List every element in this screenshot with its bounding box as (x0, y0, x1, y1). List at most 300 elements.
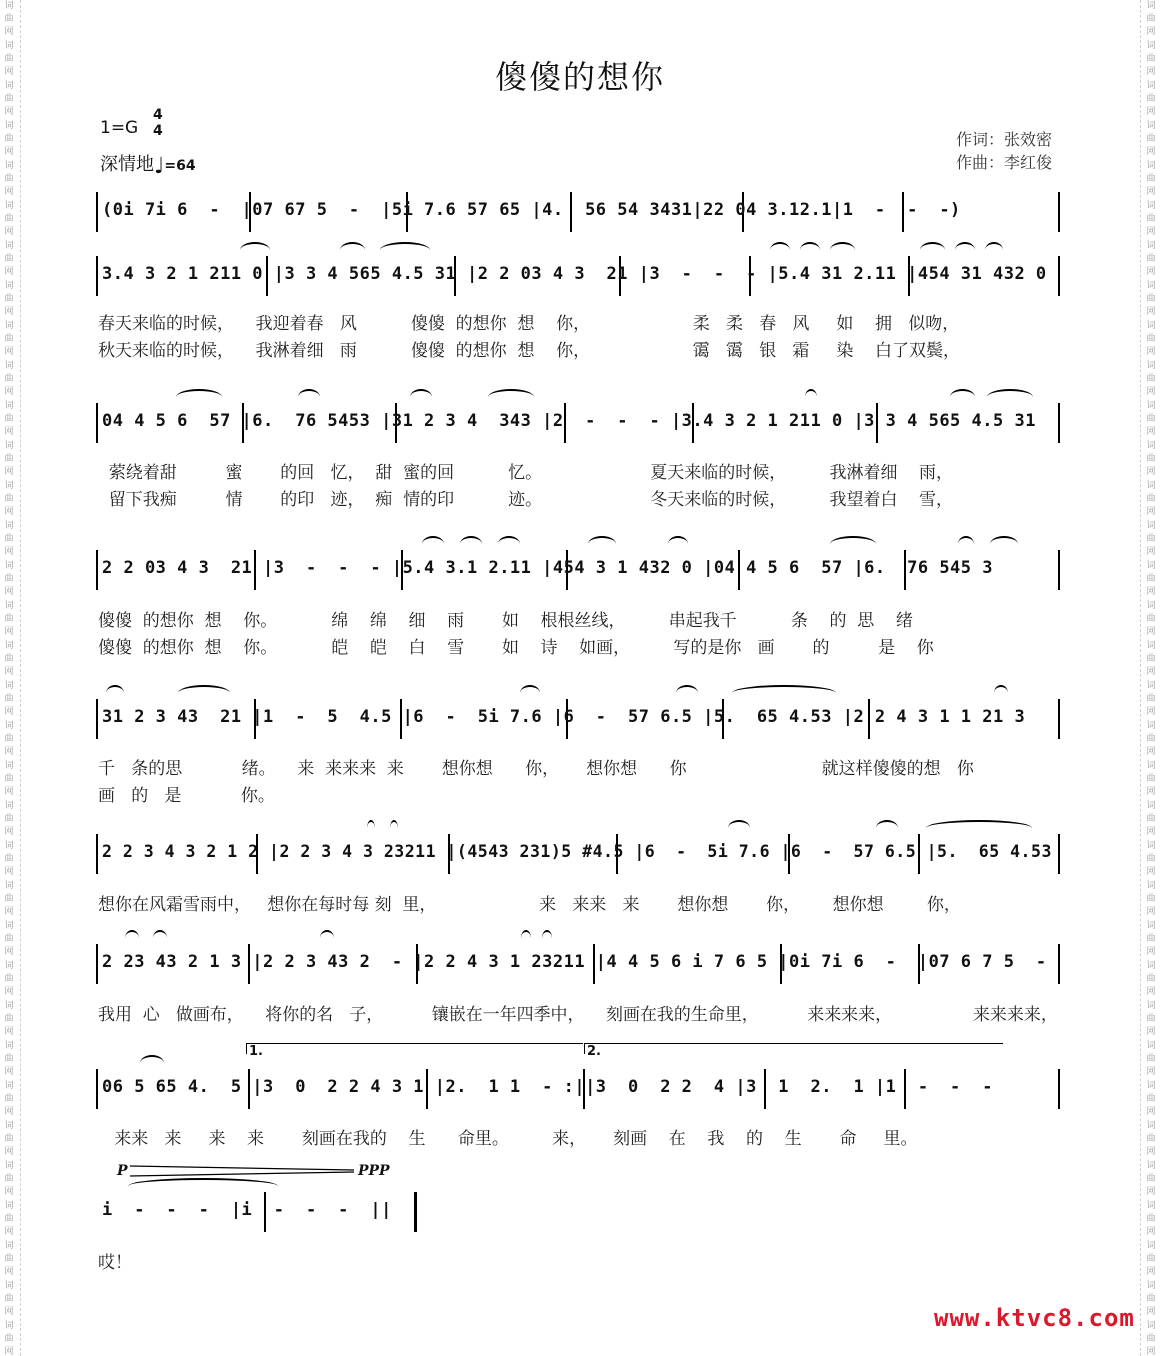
side-watermark-char: 词 (4, 1281, 14, 1291)
side-watermark-char: 网 (1146, 867, 1156, 877)
slur-mark (588, 536, 616, 552)
lyric-line: 傻傻 的想你 想 你。 皑 皑 白 雪 如 诗 如画， 写的是你 画 的 是 你 (98, 638, 934, 658)
side-watermark-char: 网 (4, 1347, 14, 1356)
side-watermark-block (0, 200, 18, 239)
side-watermark-block (1142, 520, 1160, 559)
side-watermark-char: 网 (1146, 1147, 1156, 1157)
dynamic-pianississimo: PPP (358, 1163, 390, 1179)
quarter-note-icon: ♩ (154, 154, 165, 179)
side-watermark-char: 词 (4, 1001, 14, 1011)
side-watermark-block (1142, 1040, 1160, 1079)
side-watermark-block (1142, 440, 1160, 479)
lyric-line: 萦绕着甜 蜜 的回 忆， 甜 蜜的回 忆。 夏天来临的时候， 我淋着细 雨， (98, 463, 954, 483)
side-watermark-char: 曲 (4, 334, 14, 344)
side-watermark-char: 曲 (4, 454, 14, 464)
side-watermark-block (0, 0, 18, 39)
tempo-text: 深情地 (100, 154, 154, 175)
side-watermark-char: 网 (1146, 1107, 1156, 1117)
side-watermark-char: 网 (1146, 1267, 1156, 1277)
side-watermark-char: 词 (1146, 281, 1156, 291)
side-watermark-char: 网 (4, 1107, 14, 1117)
side-watermark-char: 网 (1146, 347, 1156, 357)
side-watermark-char: 曲 (1146, 814, 1156, 824)
side-watermark-char: 曲 (4, 1134, 14, 1144)
side-watermark-char: 曲 (1146, 1134, 1156, 1144)
side-watermark-char: 网 (1146, 427, 1156, 437)
side-watermark-char: 网 (4, 867, 14, 877)
barline (96, 256, 98, 296)
side-watermark-char: 曲 (1146, 1214, 1156, 1224)
side-watermark-char: 曲 (4, 54, 14, 64)
barline (1058, 699, 1060, 739)
side-watermark-char: 网 (4, 347, 14, 357)
volta-1-label: 1. (249, 1044, 263, 1059)
side-watermark-char: 词 (1146, 1081, 1156, 1091)
decrescendo-hairpin (130, 1164, 356, 1178)
barline (96, 403, 98, 443)
side-watermark-char: 曲 (1146, 1094, 1156, 1104)
side-watermark-char: 网 (4, 1187, 14, 1197)
side-watermark-block (0, 480, 18, 519)
barline (414, 1192, 417, 1232)
slur-mark (422, 536, 444, 552)
side-watermark-char: 词 (1146, 201, 1156, 211)
side-watermark-block (0, 1040, 18, 1079)
side-watermark-char: 词 (4, 561, 14, 571)
side-watermark-char: 网 (4, 907, 14, 917)
side-watermark-block (1142, 120, 1160, 159)
side-watermark-char: 词 (1146, 1121, 1156, 1131)
staff-row (96, 192, 1062, 232)
side-watermark-block (0, 640, 18, 679)
side-watermark-block (0, 600, 18, 639)
side-watermark-char: 曲 (4, 1294, 14, 1304)
lyric-line: 画 的 是 你。 (98, 786, 275, 806)
side-watermark-char: 曲 (1146, 694, 1156, 704)
side-watermark-char: 词 (1146, 761, 1156, 771)
side-watermark-char: 曲 (4, 814, 14, 824)
side-watermark-char: 曲 (4, 534, 14, 544)
slur-mark (994, 685, 1008, 701)
lyric-line: 我用 心 做画布， 将你的名 子， 镶嵌在一年四季中， 刻画在我的生命里， 来来来来， 来来来来， (98, 1005, 1058, 1025)
side-watermark-block (0, 840, 18, 879)
side-watermark-char: 词 (4, 881, 14, 891)
slur-mark (800, 242, 820, 258)
side-watermark-char: 词 (1146, 521, 1156, 531)
notation-text: 06 5 65 4. 5 |3 0 2 2 4 3 1 |2. 1 1 - :||3 0 2 2 4 |3 1 2. 1 |1 - - - (102, 1077, 993, 1097)
slur-mark (125, 930, 139, 946)
slur-mark (926, 820, 1032, 836)
side-watermark-block (0, 920, 18, 959)
side-watermark-block (1142, 1120, 1160, 1159)
side-watermark-char: 网 (1146, 747, 1156, 757)
side-watermark-char: 曲 (4, 374, 14, 384)
slur-mark (920, 242, 945, 258)
slur-mark (498, 536, 520, 552)
side-watermark-block (0, 400, 18, 439)
side-rule-left (20, 0, 21, 1356)
volta-2-label: 2. (587, 1044, 601, 1059)
side-watermark-char: 曲 (1146, 374, 1156, 384)
side-watermark-char: 曲 (1146, 774, 1156, 784)
side-watermark-char: 网 (4, 547, 14, 557)
tempo-bpm: =64 (164, 158, 196, 174)
side-watermark-char: 曲 (1146, 214, 1156, 224)
barline (1058, 256, 1060, 296)
side-watermark-char: 词 (4, 41, 14, 51)
side-watermark-char: 词 (1146, 1321, 1156, 1331)
side-watermark-char: 网 (1146, 187, 1156, 197)
slur-mark (521, 930, 531, 946)
side-watermark-char: 词 (1146, 41, 1156, 51)
notation-text: 3.4 3 2 1 211 0 |3 3 4 565 4.5 31 |2 2 03 4 3 21 |3 - - - |5.4 31 2.11 |454 31 432 0 (102, 264, 1047, 284)
key-signature (100, 118, 138, 138)
side-watermark-block (0, 720, 18, 759)
side-watermark-char: 词 (4, 1081, 14, 1091)
side-watermark-char: 网 (4, 827, 14, 837)
lyric-line: 春天来临的时候， 我迎着春 风 傻傻 的想你 想 你， 柔 柔 春 风 如 拥 似吻， (98, 314, 960, 334)
side-watermark-char: 网 (4, 387, 14, 397)
side-watermark-char: 曲 (1146, 414, 1156, 424)
side-watermark-char: 网 (1146, 67, 1156, 77)
side-watermark-char: 曲 (4, 654, 14, 664)
barline (1058, 834, 1060, 874)
side-watermark-block (0, 120, 18, 159)
slur-mark (340, 242, 365, 258)
side-watermark-char: 词 (4, 721, 14, 731)
side-watermark-block (0, 880, 18, 919)
side-watermark-block (1142, 880, 1160, 919)
notation-text: 31 2 3 43 21 |1 - 5 4.5 |6 - 5i 7.6 |6 - 57 6.5 |5. 65 4.53 |2 2 4 3 1 1 21 3 (102, 707, 1026, 727)
side-watermark-char: 词 (1146, 601, 1156, 611)
side-watermark-char: 曲 (4, 734, 14, 744)
side-watermark-char: 网 (1146, 1227, 1156, 1237)
side-watermark-block (1142, 160, 1160, 199)
barline (1058, 1069, 1060, 1109)
side-watermark-block (0, 800, 18, 839)
staff-row (96, 550, 1062, 590)
side-watermark-char: 网 (1146, 387, 1156, 397)
song-title: 傻傻的想你 (494, 58, 665, 96)
side-watermark-char: 网 (1146, 1027, 1156, 1037)
side-watermark-char: 曲 (1146, 1014, 1156, 1024)
tempo-marking (100, 150, 196, 179)
slur-mark (380, 242, 430, 258)
slur-mark (520, 685, 540, 701)
side-watermark-char: 词 (1146, 1281, 1156, 1291)
slur-mark (985, 242, 1003, 258)
side-watermark-block (1142, 480, 1160, 519)
barline (96, 699, 98, 739)
side-watermark-char: 网 (4, 747, 14, 757)
site-watermark: www.ktvc8.com (934, 1304, 1135, 1332)
barline (1058, 403, 1060, 443)
barline (96, 192, 98, 232)
side-watermark-char: 词 (1146, 1241, 1156, 1251)
slur-mark (367, 820, 375, 836)
side-watermark-char: 网 (1146, 1307, 1156, 1317)
side-watermark-char: 网 (4, 467, 14, 477)
side-watermark-block (1142, 200, 1160, 239)
side-watermark-char: 网 (4, 267, 14, 277)
side-watermark-char: 曲 (1146, 894, 1156, 904)
side-watermark-char: 词 (1146, 121, 1156, 131)
side-watermark-block (0, 760, 18, 799)
lyric-line: 来来 来 来 来 刻画在我的 生 命里。 来， 刻画 在 我 的 生 命 里。 (98, 1129, 918, 1149)
slur-mark (830, 536, 876, 552)
side-watermark-block (1142, 320, 1160, 359)
slur-mark (668, 536, 688, 552)
side-watermark-block (1142, 960, 1160, 999)
side-watermark-block (1142, 680, 1160, 719)
side-watermark-char: 网 (4, 1307, 14, 1317)
side-watermark-char: 词 (1146, 841, 1156, 851)
side-watermark-char: 网 (4, 187, 14, 197)
lyric-line: 留下我痴 情 的印 迹， 痴 情的印 迹。 冬天来临的时候， 我望着白 雪， (98, 490, 954, 510)
side-watermark-char: 词 (1146, 961, 1156, 971)
side-watermark-char: 词 (4, 1161, 14, 1171)
side-watermark-char: 曲 (4, 1334, 14, 1344)
composer: 作曲：李红俊 (956, 153, 1053, 172)
side-watermark-char: 曲 (1146, 1054, 1156, 1064)
side-watermark-char: 词 (4, 961, 14, 971)
side-watermark-char: 词 (1146, 801, 1156, 811)
side-watermark-char: 曲 (1146, 494, 1156, 504)
lyric-line: 傻傻 的想你 想 你。 绵 绵 细 雨 如 根根丝线， 串起我千 条 的 思 绪 (98, 611, 913, 631)
side-watermark-char: 曲 (4, 574, 14, 584)
side-watermark-char: 曲 (4, 94, 14, 104)
lyric-line: 千 条的思 绪。 来 来来来 来 想你想 你， 想你想 你 就这样傻傻的想 你 (98, 759, 974, 779)
side-watermark-char: 曲 (1146, 254, 1156, 264)
side-watermark-char: 词 (1146, 721, 1156, 731)
side-watermark-char: 曲 (4, 614, 14, 624)
side-watermark-char: 网 (1146, 987, 1156, 997)
staff-row (96, 1192, 1062, 1232)
time-signature-bottom: 4 (153, 123, 163, 139)
slur-mark (805, 389, 817, 405)
side-watermark-block (1142, 400, 1160, 439)
credits (956, 128, 1052, 174)
side-watermark-char: 网 (4, 227, 14, 237)
side-watermark-char: 词 (1146, 161, 1156, 171)
side-watermark-char: 词 (4, 481, 14, 491)
side-watermark-char: 词 (1146, 1201, 1156, 1211)
side-watermark-char: 网 (4, 787, 14, 797)
side-watermark-char: 网 (4, 627, 14, 637)
side-watermark-char: 词 (4, 201, 14, 211)
slur-mark (876, 820, 898, 836)
staff-row (96, 834, 1062, 874)
side-watermark-char: 词 (4, 321, 14, 331)
side-watermark-char: 曲 (4, 894, 14, 904)
side-watermark-block (0, 1120, 18, 1159)
side-watermark-block (0, 520, 18, 559)
side-watermark-block (1142, 360, 1160, 399)
side-watermark-char: 词 (1146, 921, 1156, 931)
side-watermark-char: 词 (1146, 1001, 1156, 1011)
slur-mark (990, 536, 1018, 552)
side-watermark-char: 网 (1146, 507, 1156, 517)
side-watermark-char: 网 (1146, 547, 1156, 557)
side-watermark-block (0, 280, 18, 319)
side-watermark-char: 网 (1146, 267, 1156, 277)
side-watermark-char: 网 (1146, 707, 1156, 717)
side-watermark-char: 曲 (1146, 734, 1156, 744)
side-watermark-char: 网 (4, 587, 14, 597)
side-watermark-block (0, 1080, 18, 1119)
side-watermark-block (0, 360, 18, 399)
side-watermark-char: 网 (1146, 947, 1156, 957)
side-watermark-char: 曲 (4, 14, 14, 24)
side-watermark-char: 曲 (1146, 614, 1156, 624)
side-watermark-char: 曲 (4, 1214, 14, 1224)
side-watermark-char: 词 (4, 681, 14, 691)
side-watermark-char: 曲 (4, 1054, 14, 1064)
side-watermark-char: 曲 (4, 294, 14, 304)
side-watermark-char: 网 (4, 27, 14, 37)
side-watermark-block (1142, 840, 1160, 879)
notation-text: (0i 7i 6 - |07 67 5 - |5i 7.6 57 65 |4. 56 54 3431|22 04 3.12.1|1 - - -) (102, 200, 961, 220)
side-watermark-char: 曲 (1146, 294, 1156, 304)
side-watermark-block (0, 1280, 18, 1319)
time-signature-top: 4 (153, 107, 163, 123)
slur-mark (676, 685, 698, 701)
side-watermark-char: 词 (4, 1121, 14, 1131)
side-watermark-char: 网 (4, 1027, 14, 1037)
slur-mark (178, 685, 230, 701)
slur-mark (153, 930, 167, 946)
side-watermark-char: 曲 (1146, 654, 1156, 664)
slur-mark (140, 1055, 164, 1071)
side-watermark-block (0, 320, 18, 359)
slur-mark (955, 242, 975, 258)
side-watermark-char: 曲 (1146, 854, 1156, 864)
side-watermark-block (1142, 1280, 1160, 1319)
side-watermark-block (0, 240, 18, 279)
key-text: 1=G (100, 118, 139, 138)
side-watermark-char: 曲 (4, 214, 14, 224)
side-watermark-char: 词 (4, 161, 14, 171)
side-watermark-char: 词 (4, 361, 14, 371)
side-watermark-char: 网 (1146, 1347, 1156, 1356)
barline (96, 550, 98, 590)
side-watermark-char: 网 (1146, 587, 1156, 597)
slur-mark (488, 389, 534, 405)
side-watermark-char: 曲 (4, 694, 14, 704)
side-watermark-block (1142, 280, 1160, 319)
side-watermark-char: 网 (1146, 627, 1156, 637)
side-watermark-char: 网 (1146, 787, 1156, 797)
side-watermark-char: 曲 (4, 414, 14, 424)
barline (1058, 944, 1060, 984)
side-watermark-char: 词 (4, 401, 14, 411)
side-watermark-char: 曲 (1146, 974, 1156, 984)
side-watermark-char: 网 (1146, 467, 1156, 477)
side-watermark-char: 网 (4, 1227, 14, 1237)
side-watermark-block (1142, 1000, 1160, 1039)
side-watermark-char: 网 (1146, 27, 1156, 37)
slur-mark (240, 242, 270, 258)
side-watermark-char: 网 (4, 707, 14, 717)
side-watermark-char: 曲 (4, 1254, 14, 1264)
side-watermark-block (1142, 640, 1160, 679)
side-watermark-char: 曲 (4, 254, 14, 264)
side-watermark-char: 词 (4, 121, 14, 131)
side-watermark-char: 词 (4, 281, 14, 291)
slur-mark (732, 685, 836, 701)
side-watermark-block (0, 1000, 18, 1039)
slur-mark (298, 389, 320, 405)
side-watermark-char: 曲 (1146, 334, 1156, 344)
side-watermark-block (1142, 1320, 1160, 1356)
side-watermark-char: 网 (1146, 1067, 1156, 1077)
side-watermark-char: 曲 (4, 494, 14, 504)
side-watermark-char: 词 (1146, 561, 1156, 571)
side-watermark-char: 词 (4, 841, 14, 851)
side-watermark-block (1142, 800, 1160, 839)
side-watermark-block (1142, 1200, 1160, 1239)
side-watermark-char: 词 (1146, 81, 1156, 91)
side-watermark-block (0, 1160, 18, 1199)
side-watermark-char: 网 (1146, 827, 1156, 837)
volta-bracket-2 (584, 1043, 1003, 1054)
side-watermark-block (0, 440, 18, 479)
notation-text: 2 2 03 4 3 21 |3 - - - |5.4 3.1 2.11 |454 3 1 432 0 |04 4 5 6 57 |6. 76 545 3 (102, 558, 993, 578)
side-watermark-char: 网 (1146, 227, 1156, 237)
side-watermark-block (0, 680, 18, 719)
barline (96, 1069, 98, 1109)
slur-mark (830, 242, 855, 258)
side-rule-right (1140, 0, 1141, 1356)
side-watermark-char: 网 (4, 1067, 14, 1077)
time-signature (153, 107, 163, 139)
side-watermark-char: 网 (1146, 147, 1156, 157)
slur-mark (106, 685, 124, 701)
side-watermark-char: 曲 (4, 1094, 14, 1104)
side-watermark-char: 曲 (1146, 174, 1156, 184)
side-watermark-char: 词 (1146, 321, 1156, 331)
side-watermark-block (0, 1200, 18, 1239)
notation-text: 04 4 5 6 57 |6. 76 5453 |31 2 3 4 343 |2 - - - |3.4 3 2 1 211 0 |3 3 4 565 4.5 31 (102, 411, 1036, 431)
slur-mark (770, 242, 790, 258)
side-watermark-char: 曲 (1146, 14, 1156, 24)
lyric-line: 想你在风霜雪雨中， 想你在每时每 刻 里， 来 来来 来 想你想 你， 想你想 你， (98, 895, 961, 915)
side-watermark-char: 网 (4, 947, 14, 957)
side-watermark-char: 词 (1146, 681, 1156, 691)
side-watermark-char: 曲 (1146, 94, 1156, 104)
side-watermark-char: 网 (1146, 667, 1156, 677)
side-watermark-char: 网 (4, 1147, 14, 1157)
lyric-line: 秋天来临的时候， 我淋着细 雨 傻傻 的想你 想 你， 霭 霭 银 霜 染 白了双鬓， (98, 341, 961, 361)
side-watermark-char: 网 (4, 67, 14, 77)
side-watermark-char: 曲 (4, 974, 14, 984)
slur-mark (410, 389, 432, 405)
side-watermark-char: 曲 (4, 1014, 14, 1024)
side-watermark-char: 词 (1146, 881, 1156, 891)
lyricist: 作词：张效密 (956, 130, 1053, 149)
side-watermark-char: 网 (4, 307, 14, 317)
side-watermark-char: 网 (1146, 1187, 1156, 1197)
side-watermark-block (0, 1240, 18, 1279)
side-watermark-char: 曲 (1146, 454, 1156, 464)
side-watermark-char: 曲 (1146, 134, 1156, 144)
side-watermark-char: 网 (4, 507, 14, 517)
side-watermark-char: 曲 (4, 134, 14, 144)
side-watermark-char: 词 (1146, 1, 1156, 11)
side-watermark-char: 词 (4, 521, 14, 531)
slur-mark (390, 820, 398, 836)
side-watermark-left (0, 0, 18, 1356)
